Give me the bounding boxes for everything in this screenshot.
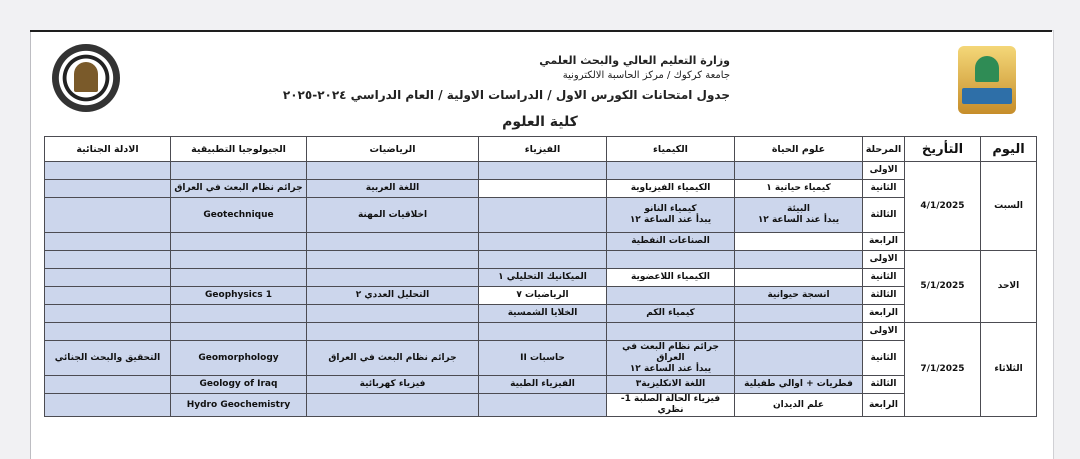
table-row — [45, 162, 1037, 180]
exam-cell — [171, 323, 307, 341]
exam-cell — [735, 162, 863, 180]
header-row — [45, 137, 1037, 162]
table-row — [45, 287, 1037, 305]
exam-schedule-table — [44, 136, 1037, 417]
day-cell: السبت — [981, 162, 1037, 251]
stage-cell: الثانية — [863, 180, 905, 198]
exam-cell — [607, 287, 735, 305]
column-header-chemistry: الكيمياء — [607, 137, 735, 162]
exam-cell — [607, 251, 735, 269]
exam-cell — [45, 162, 171, 180]
exam-cell — [307, 323, 479, 341]
exam-cell — [45, 251, 171, 269]
exam-cell — [171, 162, 307, 180]
exam-cell: كيمياء النانو يبدأ عند الساعة ١٢ — [607, 198, 735, 233]
exam-cell: حاسبات II — [479, 341, 607, 376]
exam-cell — [307, 233, 479, 251]
table-row — [45, 180, 1037, 198]
exam-cell — [479, 233, 607, 251]
exam-cell — [307, 305, 479, 323]
university-seal-logo — [52, 44, 120, 112]
exam-cell — [45, 198, 171, 233]
stage-cell: الثالثة — [863, 376, 905, 394]
column-header-mathematics: الرياضيات — [307, 137, 479, 162]
exam-cell — [45, 287, 171, 305]
table-row — [45, 198, 1037, 233]
exam-cell — [479, 180, 607, 198]
schedule-body — [45, 162, 1037, 417]
exam-cell: الرياضيات ٧ — [479, 287, 607, 305]
exam-cell — [307, 251, 479, 269]
exam-cell — [171, 233, 307, 251]
exam-cell: انسجة حيوانية — [735, 287, 863, 305]
exam-cell — [479, 323, 607, 341]
stage-cell: الثالثة — [863, 287, 905, 305]
stage-cell: الاولى — [863, 323, 905, 341]
exam-cell — [45, 394, 171, 417]
exam-cell — [45, 323, 171, 341]
ministry-title: وزارة التعليم العالي والبحث العلمي — [539, 54, 730, 67]
exam-cell: Geotechnique — [171, 198, 307, 233]
exam-cell: الكيمياء اللاعضوية — [607, 269, 735, 287]
column-header-day: اليوم — [981, 137, 1037, 162]
exam-cell — [45, 180, 171, 198]
exam-cell: اخلاقيات المهنة — [307, 198, 479, 233]
exam-cell — [607, 162, 735, 180]
college-title: كلية العلوم — [502, 114, 578, 130]
exam-cell — [45, 233, 171, 251]
exam-cell: الميكانيك التحليلي ١ — [479, 269, 607, 287]
table-row — [45, 323, 1037, 341]
exam-cell — [735, 305, 863, 323]
exam-cell: Hydro Geochemistry — [171, 394, 307, 417]
table-row — [45, 233, 1037, 251]
exam-cell: الفيزياء الطبية — [479, 376, 607, 394]
date-cell: 7/1/2025 — [905, 323, 981, 417]
day-cell: الثلاثاء — [981, 323, 1037, 417]
exam-cell: فيزياء كهربائية — [307, 376, 479, 394]
exam-cell — [735, 233, 863, 251]
table-row — [45, 394, 1037, 417]
stage-cell: الثانية — [863, 341, 905, 376]
column-header-applied-geology: الجيولوجيا التطبيقية — [171, 137, 307, 162]
table-row — [45, 305, 1037, 323]
exam-cell: فطريات + اوالي طفيلية — [735, 376, 863, 394]
exam-cell: التحقيق والبحث الجنائي — [45, 341, 171, 376]
exam-cell: التحليل العددي ٢ — [307, 287, 479, 305]
column-header-forensic-evidence: الادلة الجنائية — [45, 137, 171, 162]
exam-cell: كيمياء الكم — [607, 305, 735, 323]
exam-cell: جرائم نظام البعث في العراق يبدأ عند الساعة ١٢ — [607, 341, 735, 376]
exam-cell — [45, 305, 171, 323]
exam-cell — [479, 394, 607, 417]
exam-cell — [735, 269, 863, 287]
table-row — [45, 251, 1037, 269]
exam-cell: Geology of Iraq — [171, 376, 307, 394]
exam-cell: علم الديدان — [735, 394, 863, 417]
exam-cell — [307, 269, 479, 287]
university-subtitle: جامعة كركوك / مركز الحاسبة الالكترونية — [562, 70, 730, 81]
exam-cell: الخلايا الشمسية — [479, 305, 607, 323]
day-cell: الاحد — [981, 251, 1037, 323]
exam-cell — [479, 162, 607, 180]
exam-cell — [479, 251, 607, 269]
exam-cell — [171, 305, 307, 323]
exam-cell: فيزياء الحالة الصلبة 1-نظري — [607, 394, 735, 417]
stage-cell: الثالثة — [863, 198, 905, 233]
date-cell: 4/1/2025 — [905, 162, 981, 251]
stage-cell: الاولى — [863, 251, 905, 269]
date-cell: 5/1/2025 — [905, 251, 981, 323]
column-header-physics: الفيزياء — [479, 137, 607, 162]
exam-cell — [45, 376, 171, 394]
schedule-title: جدول امتحانات الكورس الاول / الدراسات الاولية / العام الدراسي ٢٠٢٤-٢٠٢٥ — [282, 88, 730, 102]
stage-cell: الرابعة — [863, 394, 905, 417]
column-header-stage: المرحلة — [863, 137, 905, 162]
university-emblem-logo — [958, 46, 1016, 114]
table-row — [45, 376, 1037, 394]
stage-cell: الرابعة — [863, 305, 905, 323]
exam-cell — [171, 269, 307, 287]
exam-cell: Geomorphology — [171, 341, 307, 376]
exam-cell: الكيمياء الفيزياوية — [607, 180, 735, 198]
exam-cell — [735, 251, 863, 269]
exam-cell: كيمياء حياتية ١ — [735, 180, 863, 198]
exam-cell — [171, 251, 307, 269]
stage-cell: الثانية — [863, 269, 905, 287]
header-divider — [30, 30, 1052, 32]
table-row — [45, 341, 1037, 376]
exam-cell — [735, 341, 863, 376]
exam-cell — [307, 394, 479, 417]
exam-cell: Geophysics 1 — [171, 287, 307, 305]
column-header-biology: علوم الحياة — [735, 137, 863, 162]
exam-cell — [307, 162, 479, 180]
exam-cell: الصناعات النفطية — [607, 233, 735, 251]
exam-cell: جرائم نظام البعث في العراق — [307, 341, 479, 376]
exam-cell — [607, 323, 735, 341]
table-row — [45, 269, 1037, 287]
exam-cell — [479, 198, 607, 233]
exam-cell — [45, 269, 171, 287]
stage-cell: الاولى — [863, 162, 905, 180]
exam-cell: جرائم نظام البعث في العراق — [171, 180, 307, 198]
column-header-date: التأريخ — [905, 137, 981, 162]
exam-cell: اللغة العربية — [307, 180, 479, 198]
stage-cell: الرابعة — [863, 233, 905, 251]
exam-cell: اللغة الانكليزية٣ — [607, 376, 735, 394]
exam-cell — [735, 323, 863, 341]
exam-cell: البيئة يبدأ عند الساعة ١٢ — [735, 198, 863, 233]
